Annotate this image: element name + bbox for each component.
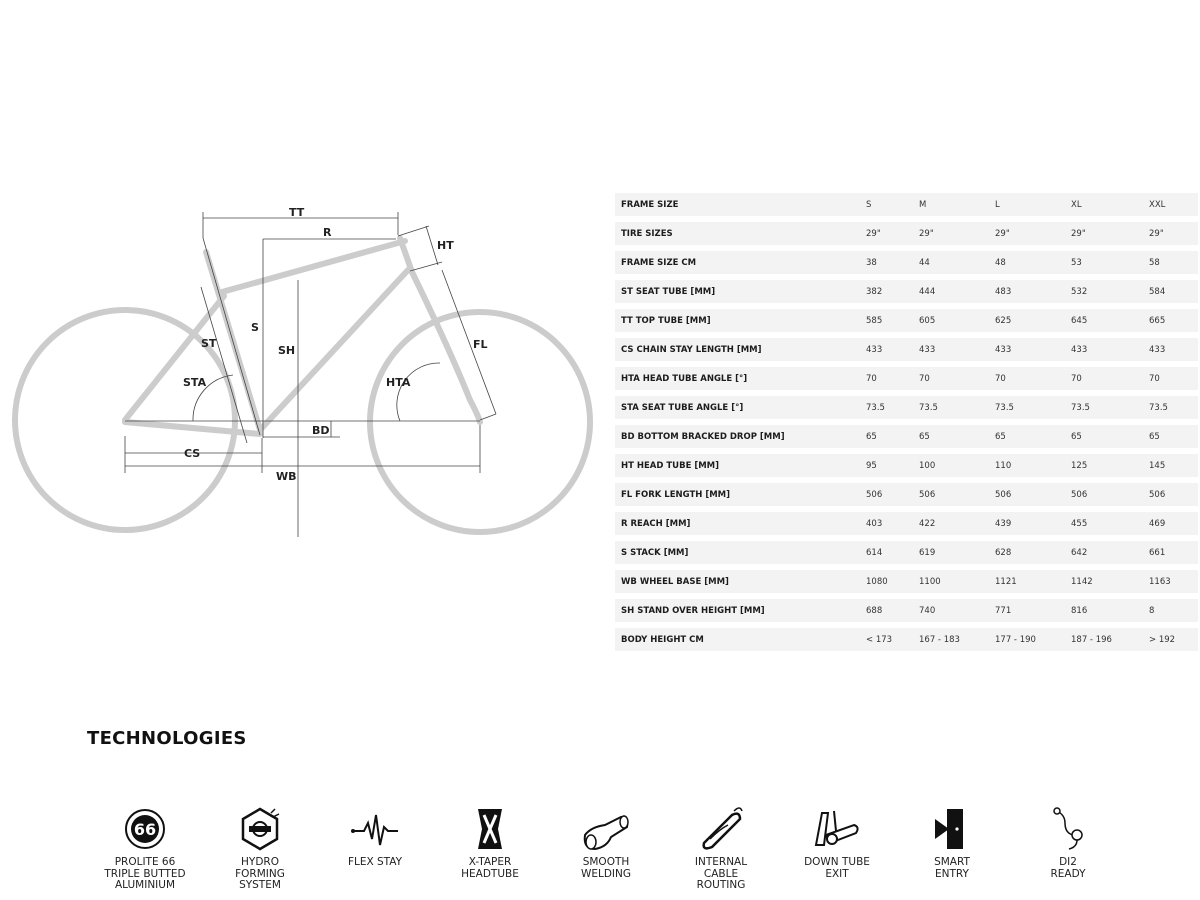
- table-row: [615, 512, 1198, 535]
- row-value: 70: [1071, 373, 1082, 384]
- row-value: 771: [995, 605, 1012, 616]
- row-value: 740: [919, 605, 936, 616]
- row-value: 1142: [1071, 576, 1093, 587]
- row-value: 73.5: [1071, 402, 1090, 413]
- row-label: ST SEAT TUBE [MM]: [621, 286, 716, 297]
- row-value: 382: [866, 286, 883, 297]
- row-value: 506: [995, 489, 1012, 500]
- technology-label-line: TRIPLE BUTTED: [104, 867, 186, 880]
- row-value: 433: [995, 344, 1012, 355]
- table-row: [615, 396, 1198, 419]
- row-value: 73.5: [866, 402, 885, 413]
- technology-label-line: ROUTING: [696, 879, 746, 891]
- technology-label-line: CABLE: [703, 867, 739, 880]
- row-value: 1080: [866, 576, 888, 587]
- technologies-title: TECHNOLOGIES: [87, 728, 247, 749]
- row-value: 688: [866, 605, 883, 616]
- smart-entry-icon: [927, 805, 977, 853]
- table-row: [615, 251, 1198, 274]
- technology-item: [85, 805, 205, 892]
- row-value: 816: [1071, 605, 1088, 616]
- top-tube: [222, 241, 405, 292]
- label-r: R: [323, 226, 332, 239]
- row-value: 506: [1071, 489, 1088, 500]
- row-value: 187 - 196: [1071, 634, 1112, 645]
- row-value: 433: [866, 344, 883, 355]
- row-value: 422: [919, 518, 936, 529]
- technology-label-line: FORMING: [235, 867, 285, 880]
- row-value: 628: [995, 547, 1012, 558]
- prolite-66-icon: [120, 805, 170, 853]
- row-value: 532: [1071, 286, 1088, 297]
- row-value: 439: [995, 518, 1012, 529]
- table-row: [615, 570, 1198, 593]
- row-label: FL FORK LENGTH [MM]: [621, 489, 731, 500]
- table-row: [615, 628, 1198, 651]
- row-value: 506: [866, 489, 883, 500]
- label-ht: HT: [437, 239, 454, 252]
- technology-label-line: HYDRO: [241, 856, 279, 868]
- technology-item: [546, 805, 666, 880]
- technology-label: [200, 857, 320, 892]
- technology-label-line: ENTRY: [935, 867, 969, 880]
- size-s: S: [866, 199, 872, 210]
- technology-label-line: X-TAPER: [468, 856, 512, 868]
- label-s: S: [251, 321, 259, 334]
- row-label: BD BOTTOM BRACKED DROP [MM]: [621, 431, 785, 442]
- technology-label: [85, 857, 205, 892]
- row-label: TIRE SIZES: [621, 228, 673, 239]
- table-row: [615, 454, 1198, 477]
- technology-label-line: DOWN TUBE: [804, 856, 870, 868]
- technology-label-line: ALUMINIUM: [114, 879, 176, 891]
- technology-item: [892, 805, 1012, 880]
- row-value: 403: [866, 518, 883, 529]
- technology-label: [315, 857, 435, 869]
- row-value: 642: [1071, 547, 1088, 558]
- label-tt: TT: [289, 206, 305, 219]
- table-row: [615, 599, 1198, 622]
- row-value: 73.5: [919, 402, 938, 413]
- row-value: 29": [1149, 228, 1164, 239]
- down-tube-exit-icon: [812, 805, 862, 853]
- row-value: 48: [995, 257, 1006, 268]
- di2-ready-icon: [1043, 805, 1093, 853]
- table-row: [615, 483, 1198, 506]
- row-value: 125: [1071, 460, 1088, 471]
- svg-text:66: 66: [133, 820, 157, 839]
- size-xxl: XXL: [1149, 199, 1166, 210]
- row-value: 58: [1149, 257, 1160, 268]
- technology-label-line: SYSTEM: [239, 879, 281, 891]
- row-value: 65: [866, 431, 877, 442]
- row-value: 38: [866, 257, 877, 268]
- table-row: [615, 541, 1198, 564]
- row-value: 65: [1149, 431, 1160, 442]
- technology-item: [661, 805, 781, 892]
- row-value: 665: [1149, 315, 1166, 326]
- row-value: 177 - 190: [995, 634, 1036, 645]
- row-value: 29": [1071, 228, 1086, 239]
- row-value: 584: [1149, 286, 1166, 297]
- hydro-forming-icon: [235, 805, 285, 853]
- technology-label: [661, 857, 781, 892]
- row-value: 433: [1149, 344, 1166, 355]
- geometry-table-body: [615, 222, 1198, 651]
- technology-label: [1008, 857, 1128, 880]
- row-value: 645: [1071, 315, 1088, 326]
- technology-label: [892, 857, 1012, 880]
- row-value: 444: [919, 286, 936, 297]
- row-value: 469: [1149, 518, 1166, 529]
- technology-label-line: EXIT: [825, 867, 849, 880]
- row-label: FRAME SIZE CM: [621, 257, 697, 268]
- technology-label: [546, 857, 666, 880]
- technology-item: [430, 805, 550, 880]
- label-bd: BD: [312, 424, 330, 437]
- row-value: 70: [995, 373, 1006, 384]
- geometry-table-header: [615, 193, 1198, 216]
- row-label: FRAME SIZE: [621, 199, 679, 210]
- technology-label-line: HEADTUBE: [461, 867, 519, 880]
- x-taper-headtube-icon: [465, 805, 515, 853]
- row-value: 585: [866, 315, 883, 326]
- row-value: 605: [919, 315, 936, 326]
- row-label: HTA HEAD TUBE ANGLE [°]: [621, 373, 748, 384]
- row-label: WB WHEEL BASE [MM]: [621, 576, 729, 587]
- table-row: [615, 222, 1198, 245]
- table-row: [615, 280, 1198, 303]
- row-label: SH STAND OVER HEIGHT [MM]: [621, 605, 765, 616]
- smooth-welding-icon: [581, 805, 631, 853]
- technology-label-line: SMART: [934, 856, 970, 868]
- size-xl: XL: [1071, 199, 1082, 210]
- label-fl: FL: [473, 338, 488, 351]
- row-value: 8: [1149, 605, 1155, 616]
- flex-stay-icon: [350, 805, 400, 853]
- technology-item: [315, 805, 435, 869]
- row-value: 44: [919, 257, 930, 268]
- row-value: 65: [995, 431, 1006, 442]
- technology-label-line: SMOOTH: [582, 856, 630, 868]
- size-l: L: [995, 199, 1000, 210]
- row-value: 95: [866, 460, 877, 471]
- row-label: STA SEAT TUBE ANGLE [°]: [621, 402, 744, 413]
- label-sh: SH: [278, 344, 296, 357]
- internal-cable-routing-icon: [696, 805, 746, 853]
- row-value: 433: [1071, 344, 1088, 355]
- technology-label: [430, 857, 550, 880]
- technology-label-line: FLEX STAY: [347, 856, 403, 868]
- row-label: HT HEAD TUBE [MM]: [621, 460, 720, 471]
- table-row: [615, 309, 1198, 332]
- technology-label: [777, 857, 897, 880]
- label-st: ST: [201, 337, 217, 350]
- row-value: 433: [919, 344, 936, 355]
- label-hta: HTA: [386, 376, 411, 389]
- row-value: 29": [866, 228, 881, 239]
- technology-label-line: DI2: [1059, 856, 1077, 868]
- row-value: 1163: [1149, 576, 1171, 587]
- row-value: 145: [1149, 460, 1166, 471]
- row-value: 65: [1071, 431, 1082, 442]
- table-row: [615, 367, 1198, 390]
- row-value: 506: [1149, 489, 1166, 500]
- row-value: 110: [995, 460, 1012, 471]
- row-value: 1121: [995, 576, 1017, 587]
- technology-label-line: INTERNAL: [694, 856, 748, 868]
- row-label: BODY HEIGHT CM: [621, 634, 704, 645]
- label-wb: WB: [276, 470, 297, 483]
- size-m: M: [919, 199, 927, 210]
- row-value: 506: [919, 489, 936, 500]
- row-value: < 173: [866, 634, 893, 645]
- row-value: 73.5: [1149, 402, 1168, 413]
- row-label: CS CHAIN STAY LENGTH [MM]: [621, 344, 762, 355]
- technology-item: [200, 805, 320, 892]
- bike-frame-drawing: [15, 238, 590, 532]
- label-cs: CS: [184, 447, 201, 460]
- bike-geometry-diagram: [0, 190, 600, 550]
- row-value: 614: [866, 547, 883, 558]
- row-value: 70: [919, 373, 930, 384]
- technology-label-line: PROLITE 66: [114, 856, 176, 868]
- technology-item: [1008, 805, 1128, 880]
- row-value: 661: [1149, 547, 1166, 558]
- table-row: [615, 338, 1198, 361]
- row-value: 625: [995, 315, 1012, 326]
- row-value: 73.5: [995, 402, 1014, 413]
- chain-stay: [125, 422, 260, 434]
- technology-label-line: READY: [1050, 867, 1086, 880]
- row-value: 29": [919, 228, 934, 239]
- row-value: 1100: [919, 576, 941, 587]
- technology-label-line: WELDING: [580, 867, 632, 880]
- row-value: 100: [919, 460, 936, 471]
- table-row: [615, 425, 1198, 448]
- row-value: 65: [919, 431, 930, 442]
- technology-item: [777, 805, 897, 880]
- row-label: S STACK [MM]: [621, 547, 689, 558]
- row-value: > 192: [1149, 634, 1176, 645]
- row-value: 70: [1149, 373, 1160, 384]
- fork: [412, 272, 480, 422]
- row-value: 29": [995, 228, 1010, 239]
- row-value: 455: [1071, 518, 1088, 529]
- row-value: 619: [919, 547, 936, 558]
- row-value: 483: [995, 286, 1012, 297]
- row-value: 167 - 183: [919, 634, 960, 645]
- row-label: R REACH [MM]: [621, 518, 691, 529]
- row-value: 70: [866, 373, 877, 384]
- geometry-table: [615, 193, 1198, 657]
- row-label: TT TOP TUBE [MM]: [621, 315, 711, 326]
- label-sta: STA: [183, 376, 207, 389]
- row-value: 53: [1071, 257, 1082, 268]
